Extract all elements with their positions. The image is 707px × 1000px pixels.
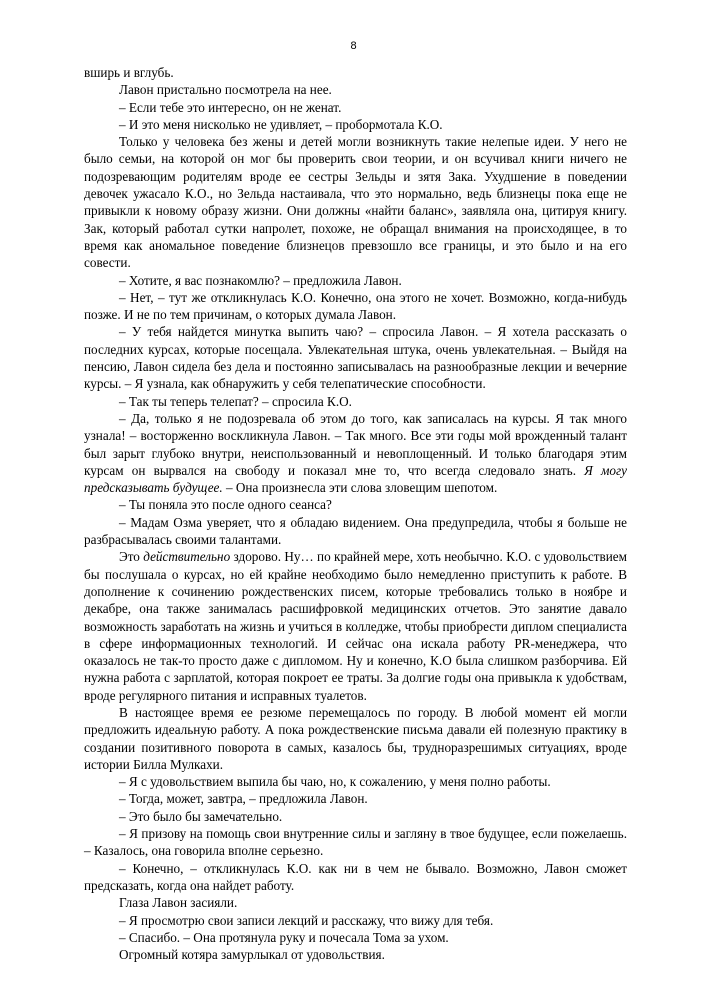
italic-run: действительно [143,549,231,565]
paragraph: – Это было бы замечательно. [119,808,283,824]
paragraph: – Мадам Озма уверяет, что я обладаю видением. Она предупредила, чтобы я больше не разбрасывалась своими талантами. [84,514,627,548]
italic-run: Я могу предсказывать будущее. [84,462,627,496]
paragraph: Глаза Лавон засияли. [119,895,238,911]
text-run: – Да, только я не подозревала об этом до того, как записалась на курсы. Я так много узнала! – восторженно воскликнула Лавон. – Так много. Все эти годы мой врожденный талант был зарыт глубоко внутри, неиспользованный и невоплощенный. И только благодаря этим курсам он вырвался на свободу и показал мне то, что всегда следовало знать. [84,410,627,478]
paragraph: В настоящее время ее резюме перемещалось по городу. В любой момент ей могли предложить идеальную работу. А пока рождественские письма давали ей полезную практику в создании позитивного поворота в самых, казалось бы, трудноразрешимых ситуациях, вроде истории Билла Мулкахи. [84,704,627,772]
paragraph [84,548,627,704]
text-body [84,64,627,963]
paragraph [84,410,627,496]
paragraph: – Я с удовольствием выпила бы чаю, но, к сожалению, у меня полно работы. [119,774,551,790]
page-number: 8 [350,40,357,52]
paragraph: – И это меня нисколько не удивляет, – пробормотала К.О. [119,116,443,132]
paragraph: – Если тебе это интересно, он не женат. [119,99,342,115]
paragraph: – Я просмотрю свои записи лекций и расскажу, что вижу для тебя. [119,912,494,928]
paragraph: вширь и вглубь. [84,65,174,80]
paragraph: – Хотите, я вас познакомлю? – предложила Лавон. [119,272,402,288]
text-run: здорово. Ну… по крайней мере, хоть необычно. К.О. с удовольствием бы послушала о курсах, но ей крайне необходимо было немедленно приступить к работе. В дополнение к сочинению рождественских писем, которые требовались только в ноябре и декабре, она также занималась расшифровкой медицинских отчетов. Это занятие давало возможность заработать на жизнь и учиться в колледже, чтобы приобрести диплом специалиста в сфере информационных технологий. И сейчас она искала работу PR-менеджера, что оказалось не так-то просто даже с дипломом. Ну и конечно, К.О была слишком разборчива. Ей нужна работа с зарплатой, которая покроет ее траты. За долгие годы она привыкла к удобствам, вроде регулярного питания и исправных туалетов. [84,549,628,703]
paragraph: – Нет, – тут же откликнулась К.О. Конечно, она этого не хочет. Возможно, когда-нибудь позже. И не по тем причинам, о которых думала Лавон. [84,289,627,323]
text-run: Это [119,549,144,565]
paragraph: – Спасибо. – Она протянула руку и почесала Тома за ухом. [119,929,449,945]
paragraph: – У тебя найдется минутка выпить чаю? – спросила Лавон. – Я хотела рассказать о последних курсах, которые посещала. Увлекательная штука, очень увлекательная. – Выйдя на пенсию, Лавон сидела без дела и постоянно записывалась на разнообразные лекции и вечерние курсы. – Я узнала, как обнаружить у себя телепатические способности. [84,324,627,392]
paragraph: – Так ты теперь телепат? – спросила К.О. [119,393,352,409]
paragraph: – Тогда, может, завтра, – предложила Лавон. [119,791,368,807]
paragraph: – Ты поняла это после одного сеанса? [119,497,332,513]
paragraph: – Я призову на помощь свои внутренние силы и загляну в твое будущее, если пожелаешь. – Казалось, она говорила вполне серьезно. [84,826,627,859]
paragraph: Только у человека без жены и детей могли возникнуть такие нелепые идеи. У него не было семьи, на которой он мог бы проверить свои теории, и он всучивал книги ничего не подозревающим родителям вроде ее сестры Зельды и зятя Зака. Ухудшение в поведении девочек ужасало К.О., но Зельда настаивала, что это нормально, ведь близнецы пока еще не привыкли к новому образу жизни. Они должны «найти баланс», заявляла она, цитируя книгу. Зак, который работал сутки напролет, похоже, не обращал внимания на происходящее, в то время как аномальное поведение близнецов превзошло все границы, и это было и на его совести. [84,134,627,271]
paragraph: – Конечно, – откликнулась К.О. как ни в чем не бывало. Возможно, Лавон сможет предсказать, когда она найдет работу. [84,860,627,893]
paragraph: Лавон пристально посмотрела на нее. [119,82,332,98]
text-run: – Она произнесла эти слова зловещим шепотом. [222,480,498,496]
paragraph: Огромный котяра замурлыкал от удовольствия. [119,947,385,963]
